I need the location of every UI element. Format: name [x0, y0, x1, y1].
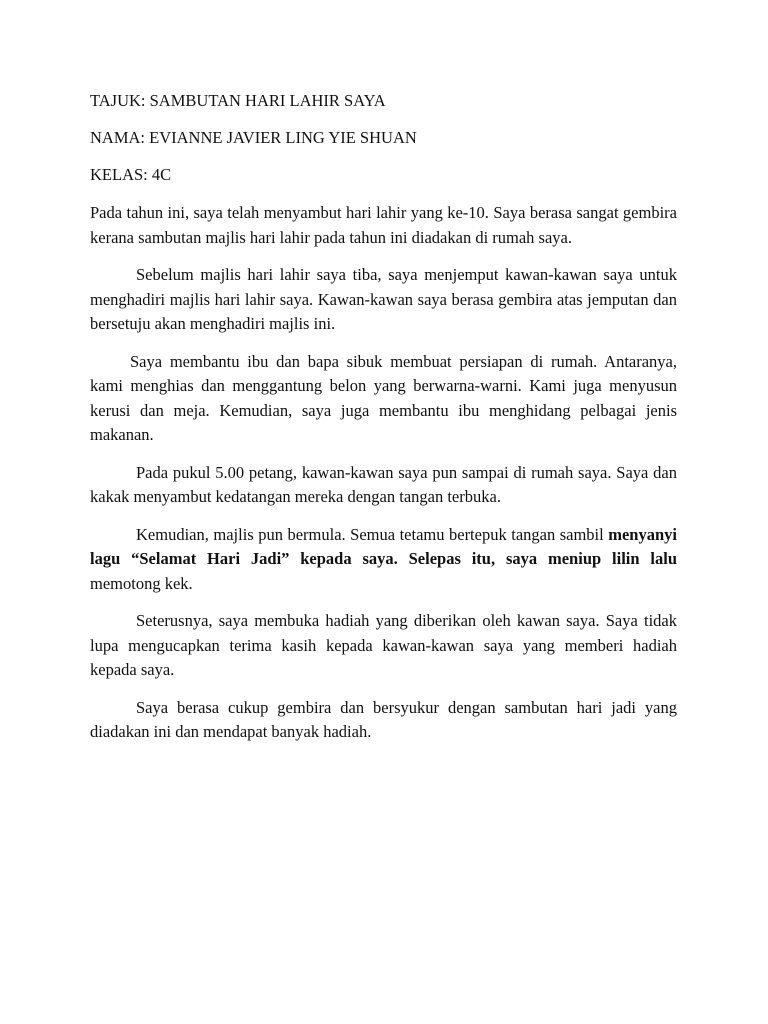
student-name: NAMA: EVIANNE JAVIER LING YIE SHUAN — [90, 128, 417, 147]
paragraph-6: Seterusnya, saya membuka hadiah yang diberikan oleh kawan saya. Saya tidak lupa mengucapkan terima kasih kepada kawan-kawan saya yang memberi hadiah kepada saya. — [90, 611, 677, 679]
paragraph-2: Sebelum majlis hari lahir saya tiba, saya menjemput kawan-kawan saya untuk menghadiri majlis hari lahir saya. Kawan-kawan saya berasa gembira atas jemputan dan bersetuju akan menghadiri majlis ini. — [90, 265, 677, 333]
class-label: KELAS: 4C — [90, 165, 172, 184]
paragraph-7: Saya berasa cukup gembira dan bersyukur dengan sambutan hari jadi yang diadakan ini dan mendapat banyak hadiah. — [90, 697, 677, 741]
paragraph-1: Pada tahun ini, saya telah menyambut hari lahir yang ke-10. Saya berasa sangat gembira kerana sambutan majlis hari lahir pada tahun ini diadakan di rumah saya. — [90, 203, 677, 247]
essay-body — [90, 90, 677, 758]
paragraph-5-bold-run: menyanyi lagu “Selamat Hari Jadi” kepada saya. Selepas itu, saya meniup lilin lalu — [90, 524, 677, 568]
paragraph-3: Saya membantu ibu dan bapa sibuk membuat persiapan di rumah. Antaranya, kami menghias dan menggantung belon yang berwarna-warni. Kami juga menyusun kerusi dan meja. Kemudian, saya juga membantu ibu menghidang pelbagai jenis makanan. — [90, 351, 677, 444]
paragraph-5 — [90, 523, 677, 597]
paragraph-5-start: Kemudian, majlis pun bermula. Semua tetamu bertepuk tangan sambil — [136, 524, 609, 544]
paragraph-4: Pada pukul 5.00 petang, kawan-kawan saya pun sampai di rumah saya. Saya dan kakak menyambut kedatangan mereka dengan tangan terbuka. — [90, 462, 677, 506]
paragraph-5-end: memotong kek. — [90, 573, 193, 593]
essay-title: TAJUK: SAMBUTAN HARI LAHIR SAYA — [90, 91, 386, 110]
